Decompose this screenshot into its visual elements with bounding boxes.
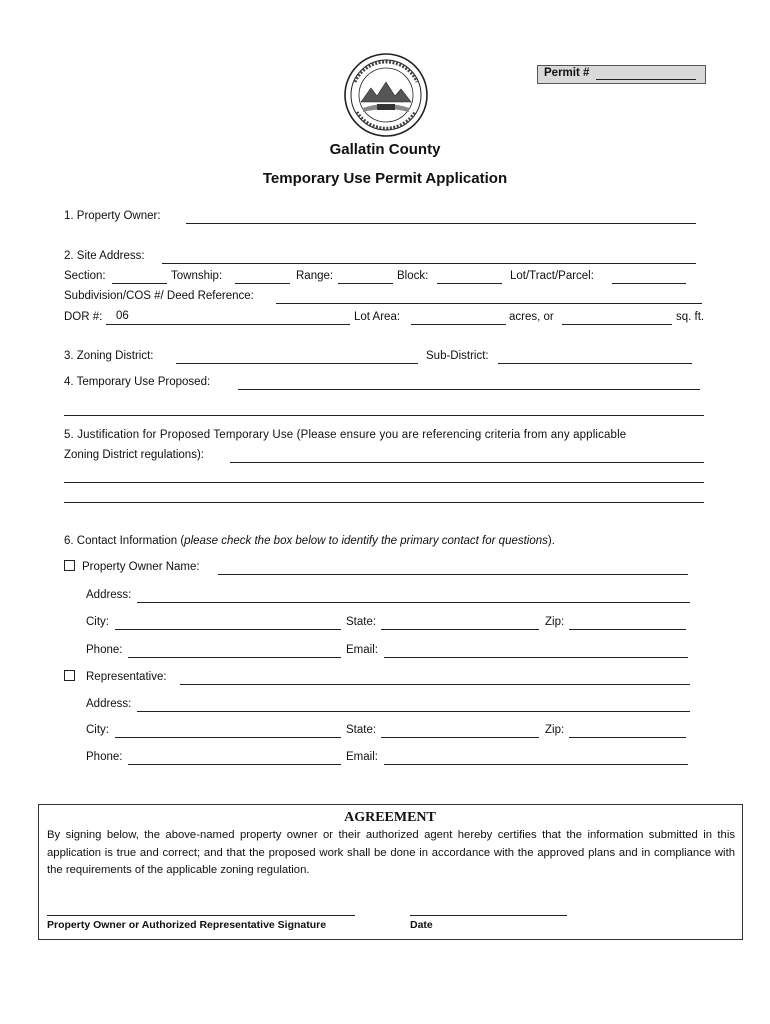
owner-city-field[interactable] xyxy=(115,629,341,630)
dor-label: DOR #: xyxy=(64,311,103,323)
rep-state-label: State: xyxy=(346,724,377,736)
representative-field[interactable] xyxy=(180,684,690,685)
township-field[interactable] xyxy=(235,283,290,284)
rep-zip-field[interactable] xyxy=(569,737,686,738)
zoning-district-field[interactable] xyxy=(176,363,418,364)
representative-label: Representative: xyxy=(86,671,167,683)
justification-field[interactable] xyxy=(230,462,704,463)
range-label: Range: xyxy=(296,270,334,282)
dor-value: 06 xyxy=(116,310,129,322)
rep-zip-label: Zip: xyxy=(545,724,565,736)
sqft-label: sq. ft. xyxy=(676,311,705,323)
owner-phone-field[interactable] xyxy=(128,657,341,658)
site-address-field[interactable] xyxy=(162,263,696,264)
rep-city-label: City: xyxy=(86,724,109,736)
contact-info-heading xyxy=(64,535,555,547)
temporary-use-field-2[interactable] xyxy=(64,415,704,416)
justification-field-2[interactable] xyxy=(64,482,704,483)
section-field[interactable] xyxy=(112,283,167,284)
permit-number-box[interactable] xyxy=(537,65,706,84)
county-title: Gallatin County xyxy=(329,141,441,158)
property-owner-checkbox[interactable] xyxy=(64,560,75,571)
rep-phone-field[interactable] xyxy=(128,764,341,765)
contact-info-instruction: please check the box below to identify the primary contact for questions xyxy=(184,535,548,547)
lot-area-label: Lot Area: xyxy=(354,311,401,323)
temporary-use-field[interactable] xyxy=(238,389,700,390)
property-owner-field[interactable] xyxy=(186,223,696,224)
rep-city-field[interactable] xyxy=(115,737,341,738)
date-line[interactable] xyxy=(410,915,567,916)
agreement-title: AGREEMENT xyxy=(344,810,436,825)
owner-zip-field[interactable] xyxy=(569,629,686,630)
owner-name-label: Property Owner Name: xyxy=(82,561,200,573)
owner-state-label: State: xyxy=(346,616,377,628)
permit-number-line xyxy=(596,79,696,80)
property-owner-label: 1. Property Owner: xyxy=(64,210,161,222)
owner-zip-label: Zip: xyxy=(545,616,565,628)
form-title: Temporary Use Permit Application xyxy=(262,170,508,187)
justification-field-3[interactable] xyxy=(64,502,704,503)
owner-phone-label: Phone: xyxy=(86,644,123,656)
lot-area-acres-field[interactable] xyxy=(411,324,506,325)
rep-email-field[interactable] xyxy=(384,764,688,765)
owner-address-label: Address: xyxy=(86,589,132,601)
owner-state-field[interactable] xyxy=(381,629,539,630)
lot-area-sqft-field[interactable] xyxy=(562,324,672,325)
rep-address-label: Address: xyxy=(86,698,132,710)
township-label: Township: xyxy=(171,270,223,282)
zoning-district-label: 3. Zoning District: xyxy=(64,350,154,362)
contact-info-label-end: ). xyxy=(547,535,555,547)
signature-line[interactable] xyxy=(47,915,355,916)
acres-label: acres, or xyxy=(509,311,554,323)
sub-district-label: Sub-District: xyxy=(426,350,489,362)
date-label: Date xyxy=(410,919,433,931)
block-field[interactable] xyxy=(437,283,502,284)
owner-address-field[interactable] xyxy=(137,602,690,603)
sub-district-field[interactable] xyxy=(498,363,692,364)
owner-email-label: Email: xyxy=(346,644,378,656)
owner-name-field[interactable] xyxy=(218,574,688,575)
agreement-text: By signing below, the above-named property owner or their authorized agent hereby certifies that the information submitted in this application is true and correct; and that the proposed work shall be done in accordance with the approved plans and in compliance with the requirements of the applicable zoning regulation. xyxy=(47,829,735,876)
justification-label: 5. Justification for Proposed Temporary Use (Please ensure you are referencing criteria from any applicable xyxy=(64,429,627,441)
range-field[interactable] xyxy=(338,283,393,284)
rep-email-label: Email: xyxy=(346,751,378,763)
county-seal-logo xyxy=(343,52,429,138)
temporary-use-label: 4. Temporary Use Proposed: xyxy=(64,376,211,388)
rep-state-field[interactable] xyxy=(381,737,539,738)
representative-checkbox[interactable] xyxy=(64,670,75,681)
contact-info-label: 6. Contact Information ( xyxy=(64,535,185,547)
section-label: Section: xyxy=(64,270,106,282)
block-label: Block: xyxy=(397,270,429,282)
dor-field[interactable] xyxy=(106,324,350,325)
subdivision-field[interactable] xyxy=(276,303,702,304)
permit-label: Permit # xyxy=(544,67,590,79)
subdivision-label: Subdivision/COS #/ Deed Reference: xyxy=(64,290,254,302)
signature-label: Property Owner or Authorized Representative Signature xyxy=(47,919,327,931)
site-address-label: 2. Site Address: xyxy=(64,250,145,262)
owner-email-field[interactable] xyxy=(384,657,688,658)
lot-tract-parcel-label: Lot/Tract/Parcel: xyxy=(510,270,594,282)
rep-phone-label: Phone: xyxy=(86,751,123,763)
owner-city-label: City: xyxy=(86,616,109,628)
justification-label-2: Zoning District regulations): xyxy=(64,449,204,461)
rep-address-field[interactable] xyxy=(137,711,690,712)
lot-tract-parcel-field[interactable] xyxy=(612,283,686,284)
